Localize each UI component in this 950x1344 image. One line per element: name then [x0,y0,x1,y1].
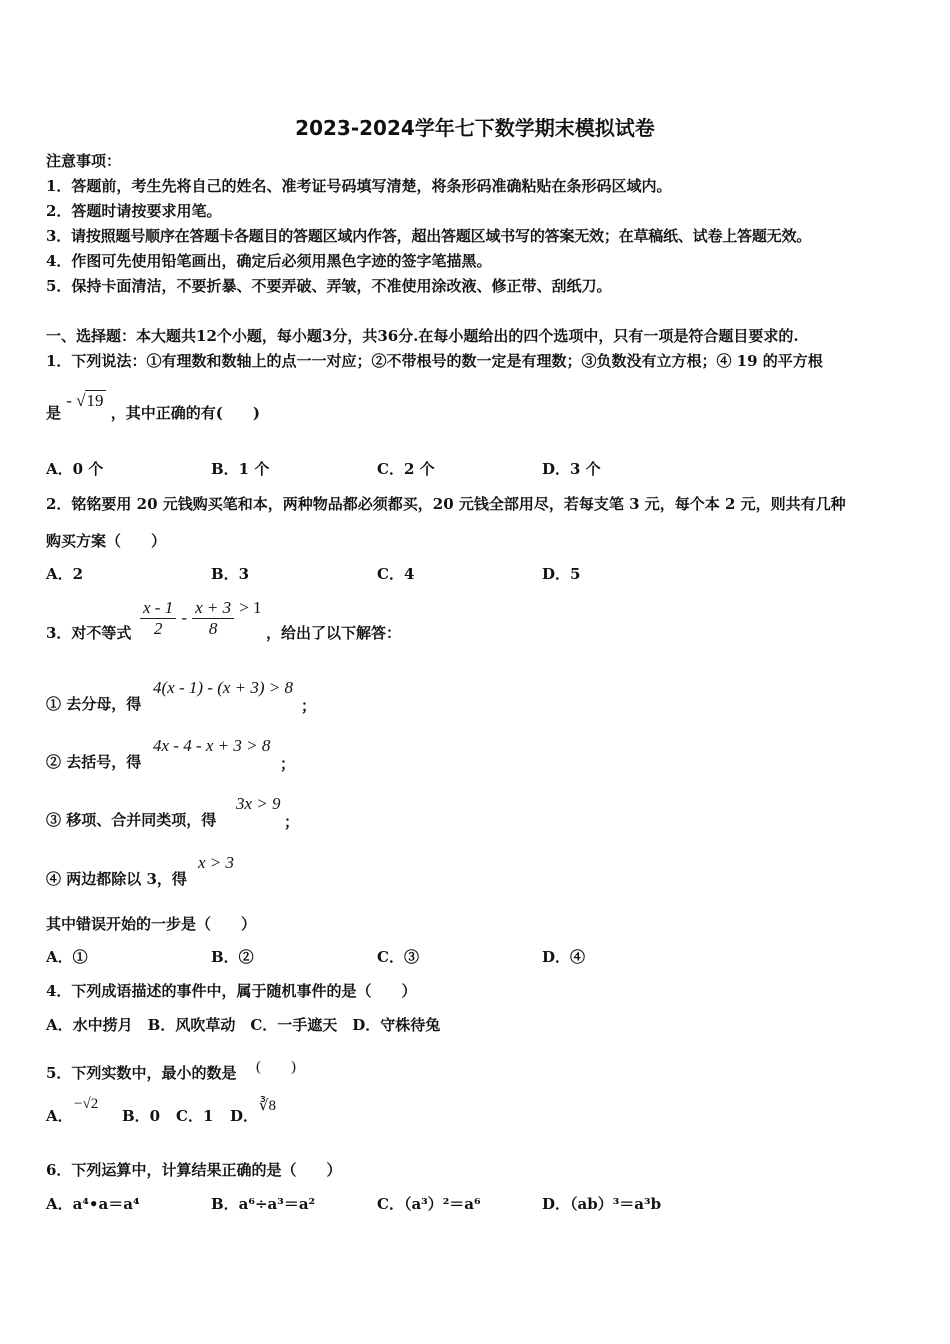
q2-option-b[interactable]: B．3 [211,565,250,583]
q5-option-d-math: ∛8 [259,1098,277,1114]
q3-option-b[interactable]: B．② [211,948,254,966]
q5-paren: ( ) [256,1059,296,1075]
q1-option-a[interactable]: A．0 个 [46,460,104,478]
q3-option-d[interactable]: D．④ [542,948,586,966]
q5-option-b[interactable]: B．0 [122,1107,161,1125]
step-2-math: 4x - 4 - x + 3 > 8 [153,736,271,755]
q3-option-a[interactable]: A．① [46,948,88,966]
q5-option-a-math: −√2 [74,1096,99,1112]
q1-option-d[interactable]: D．3 个 [542,460,601,478]
question-2-text: 2．铭铭要用 20 元钱购买笔和本，两种物品都必须都买，20 元钱全部用尽，若每支笔 3 元，每个本 2 元，则共有几种 [46,495,846,513]
section-heading: 一、选择题：本大题共12个小题，每小题3分，共36分.在每小题给出的四个选项中，只有一项是符合题目要求的. [46,327,799,345]
step-1-label: ① 去分母，得 [46,695,142,713]
question-4-text: 4．下列成语描述的事件中，属于随机事件的是（ ） [46,982,417,1000]
q5-option-c[interactable]: C．1 [176,1107,214,1125]
step-4-math: x > 3 [198,853,235,872]
q5-option-a[interactable]: A． [46,1107,73,1125]
step-1-end: ； [301,697,317,715]
q4-options[interactable]: A．水中捞月 B．风吹草动 C．一手遮天 D．守株待兔 [46,1016,441,1034]
fraction-1: $\frac{x - 1}{2}$ [140,598,176,639]
question-5-text: 5．下列实数中，最小的数是 [46,1064,237,1082]
step-4-label: ④ 两边都除以 3，得 [46,870,187,888]
q1-option-b[interactable]: B．1 个 [211,460,270,478]
q3-option-c[interactable]: C．③ [377,948,419,966]
question-3-prefix: 3．对不等式 [46,624,132,642]
step-3-end: ； [284,813,300,831]
note-item: 4．作图可先使用铅笔画出，确定后必须用黑色字迹的签字笔描黑。 [46,252,492,270]
question-3-ask: 其中错误开始的一步是（ ） [46,915,257,933]
q2-option-a[interactable]: A．2 [46,565,84,583]
note-item: 1．答题前，考生先将自己的姓名、准考证号码填写清楚，将条形码准确粘贴在条形码区域内。 [46,177,672,195]
q6-option-a[interactable]: A．a⁴•a＝a⁴ [46,1195,140,1213]
question-2-line2: 购买方案（ ） [46,532,167,550]
question-1-text: 1．下列说法：①有理数和数轴上的点一一对应；②不带根号的数一定是有理数；③负数没有立方根；④ 19 的平方根 [46,352,823,370]
step-3-label: ③ 移项、合并同类项，得 [46,811,217,829]
step-2-end: ； [280,755,296,773]
step-3-math: 3x > 9 [236,794,281,813]
q6-option-d[interactable]: D．（ab）³＝a³b [542,1195,662,1213]
q2-option-c[interactable]: C．4 [377,565,415,583]
q6-option-c[interactable]: C．（a³）²＝a⁶ [377,1195,481,1213]
note-item: 2．答题时请按要求用笔。 [46,202,222,220]
notes-heading: 注意事项： [46,152,122,170]
note-item: 5．保持卡面清洁，不要折暴、不要弄破、弄皱，不准使用涂改液、修正带、刮纸刀。 [46,277,612,295]
q1-option-c[interactable]: C．2 个 [377,460,435,478]
note-item: 3．请按照题号顺序在答题卡各题目的答题区域内作答，超出答题区域书写的答案无效；在草稿纸、试卷上答题无效。 [46,227,812,245]
neg-sqrt-19: - √19 [66,391,104,410]
q5-option-d[interactable]: D． [230,1107,259,1125]
question-1-line2: 是 - √19 ，其中正确的有( ) [46,391,260,422]
q2-option-d[interactable]: D．5 [542,565,581,583]
inequality: $\frac{x - 1}{2}$ - $\frac{x + 3}{8}$ > 1 [140,598,262,639]
step-2-label: ② 去括号，得 [46,753,142,771]
page-title: 2023-2024学年七下数学期末模拟试卷 [295,116,655,140]
step-1-math: 4(x - 1) - (x + 3) > 8 [153,678,294,697]
question-6-text: 6．下列运算中，计算结果正确的是（ ） [46,1161,342,1179]
q6-option-b[interactable]: B．a⁶÷a³＝a² [211,1195,316,1213]
question-3-suffix: ，给出了以下解答： [266,624,402,642]
fraction-2: $\frac{x + 3}{8}$ [192,598,234,639]
